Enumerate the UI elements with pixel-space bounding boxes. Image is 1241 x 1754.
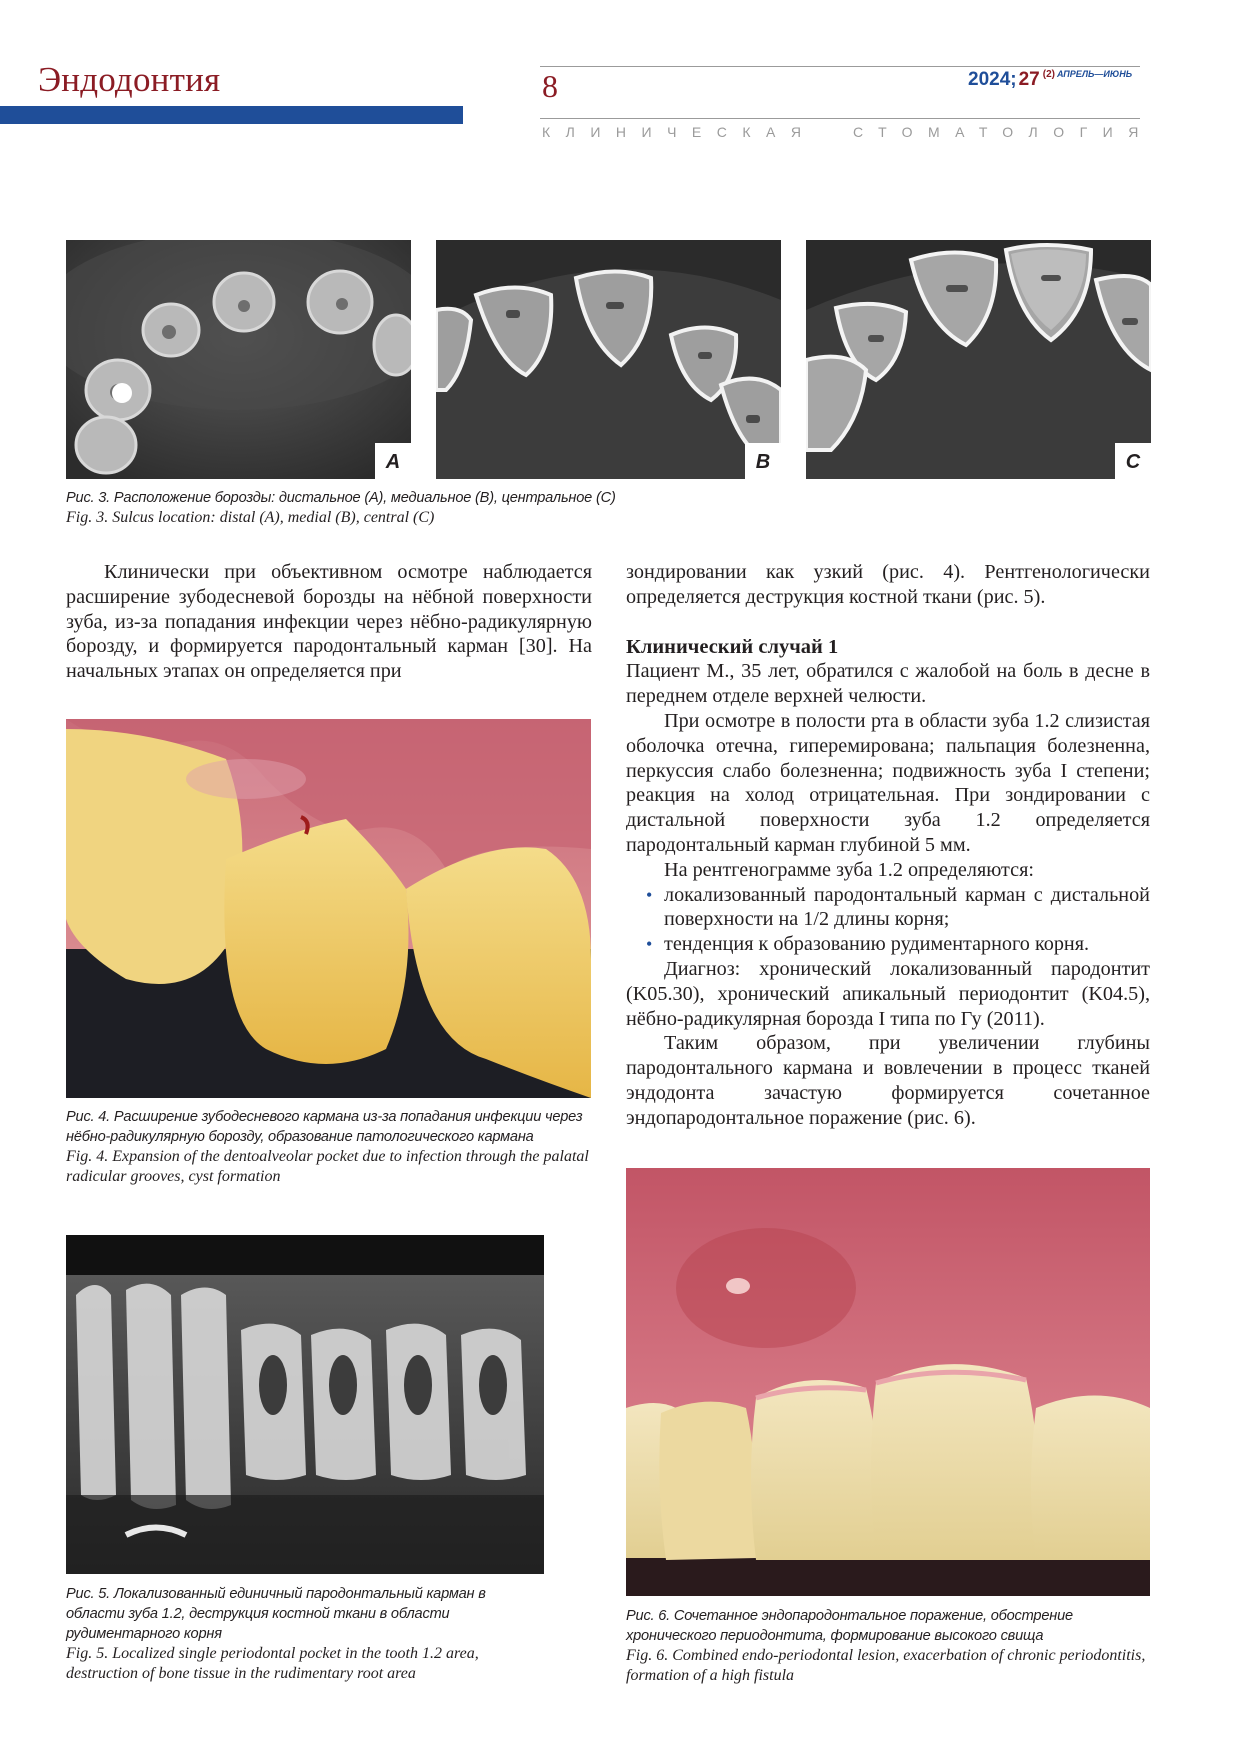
figure-3-caption-ru: Рис. 3. Расположение борозды: дистальное (A), медиальное (B), центральное (C) — [66, 490, 616, 506]
list-item — [626, 883, 1150, 933]
right-column-text — [626, 560, 1150, 1131]
figure-3-caption — [66, 488, 1151, 528]
paragraph: Таким образом, при увеличении глубины пародонтального кармана и вовлечении в процесс тканей эндодонта зачастую формируется сочетанное эндопародонтальное поражение (рис. 6). — [626, 1032, 1150, 1129]
bullet-icon: • — [646, 884, 653, 905]
issue-number: (2) — [1042, 69, 1055, 80]
bullet-icon: • — [646, 934, 653, 955]
list-item — [626, 932, 1150, 957]
left-column-text — [66, 560, 592, 684]
case-heading: Клинический случай 1 — [626, 635, 839, 658]
journal-name-word-1: КЛИНИЧЕСКАЯ — [542, 124, 817, 140]
figure-5-caption-en: Fig. 5. Localized single periodontal pocket in the tooth 1.2 area, destruction of bone tissue in the rudimentary root area — [66, 1645, 479, 1682]
figure-6-caption — [626, 1606, 1156, 1686]
figure-4-caption-en: Fig. 4. Expansion of the dentoalveolar pocket due to infection through the palatal radicular grooves, cyst formation — [66, 1148, 589, 1185]
paragraph: Пациент М., 35 лет, обратился с жалобой на боль в десне в переднем отделе верхней челюсти. — [626, 660, 1150, 708]
paragraph: зондировании как узкий (рис. 4). Рентгенологически определяется деструкция костной ткани (рис. 5). — [626, 561, 1150, 608]
issue-year: 2024; — [968, 69, 1017, 90]
figure-3c-ct-image — [806, 240, 1151, 479]
figure-5-caption — [66, 1584, 546, 1684]
header-rule-bottom — [540, 118, 1140, 119]
figure-6-photo — [626, 1168, 1150, 1596]
figure-5-radiograph — [66, 1235, 544, 1574]
figure-4-caption — [66, 1107, 606, 1187]
findings-list — [626, 883, 1150, 957]
figure-5-caption-ru: Рис. 5. Локализованный единичный пародонтальный карман в области зуба 1.2, деструкция костной ткани в области рудиментарного корня — [66, 1586, 486, 1642]
paragraph: При осмотре в полости рта в области зуба 1.2 слизистая оболочка отечна, гиперемирована; пальпация болезненна, перкуссия слабо болезненна; подвижность зуба I степени; реакция на холод отрицательная. При зондировании с дистальной поверхности зуба 1.2 определяется пародонтальный карман глубиной 5 мм. — [626, 709, 1150, 856]
figure-3b-ct-image — [436, 240, 781, 479]
figure-3a-label: A — [375, 443, 411, 479]
issue-volume: 27 — [1018, 69, 1040, 90]
figure-4-caption-ru: Рис. 4. Расширение зубодесневого кармана из-за попадания инфекции через нёбно-радикулярную борозду, образование патологического кармана — [66, 1109, 583, 1145]
figure-3-caption-en: Fig. 3. Sulcus location: distal (A), medial (B), central (C) — [66, 509, 435, 526]
figure-6-caption-en: Fig. 6. Combined endo-periodontal lesion, exacerbation of chronic periodontitis, formation of a high fistula — [626, 1647, 1146, 1684]
section-title: Эндодонтия — [38, 60, 221, 99]
figure-3b-label: B — [745, 443, 781, 479]
figure-6-caption-ru: Рис. 6. Сочетанное эндопародонтальное поражение, обострение хронического периодонтита, формирование высокого свища — [626, 1608, 1073, 1644]
list-item-text: локализованный пародонтальный карман с дистальной поверхности на 1/2 длины корня; — [664, 883, 1150, 931]
figure-4-photo — [66, 719, 591, 1098]
section-color-bar — [0, 106, 463, 124]
paragraph: На рентгенограмме зуба 1.2 определяются: — [664, 858, 1034, 881]
issue-info — [968, 70, 1132, 89]
header-rule-top — [540, 66, 1140, 67]
paragraph: Клинически при объективном осмотре наблюдается расширение зубодесневой борозды на нёбной поверхности зуба, из-за попадания инфекции через нёбно-радикулярную борозду, и формируется пародонтальный карман [30]. На начальных этапах он определяется при — [66, 561, 592, 683]
figure-3a-ct-image — [66, 240, 411, 479]
page-number: 8 — [542, 68, 558, 104]
figure-3c-label: C — [1115, 443, 1151, 479]
journal-name — [540, 124, 1154, 140]
issue-months: АПРЕЛЬ—ИЮНЬ — [1056, 69, 1133, 79]
journal-name-word-2: СТОМАТОЛОГИЯ — [853, 124, 1154, 140]
paragraph: Диагноз: хронический локализованный пародонтит (K05.30), хронический апикальный периодонтит (K04.5), нёбно-радикулярная борозда I типа по Гу (2011). — [626, 957, 1150, 1030]
list-item-text: тенденция к образованию рудиментарного корня. — [664, 933, 1090, 956]
